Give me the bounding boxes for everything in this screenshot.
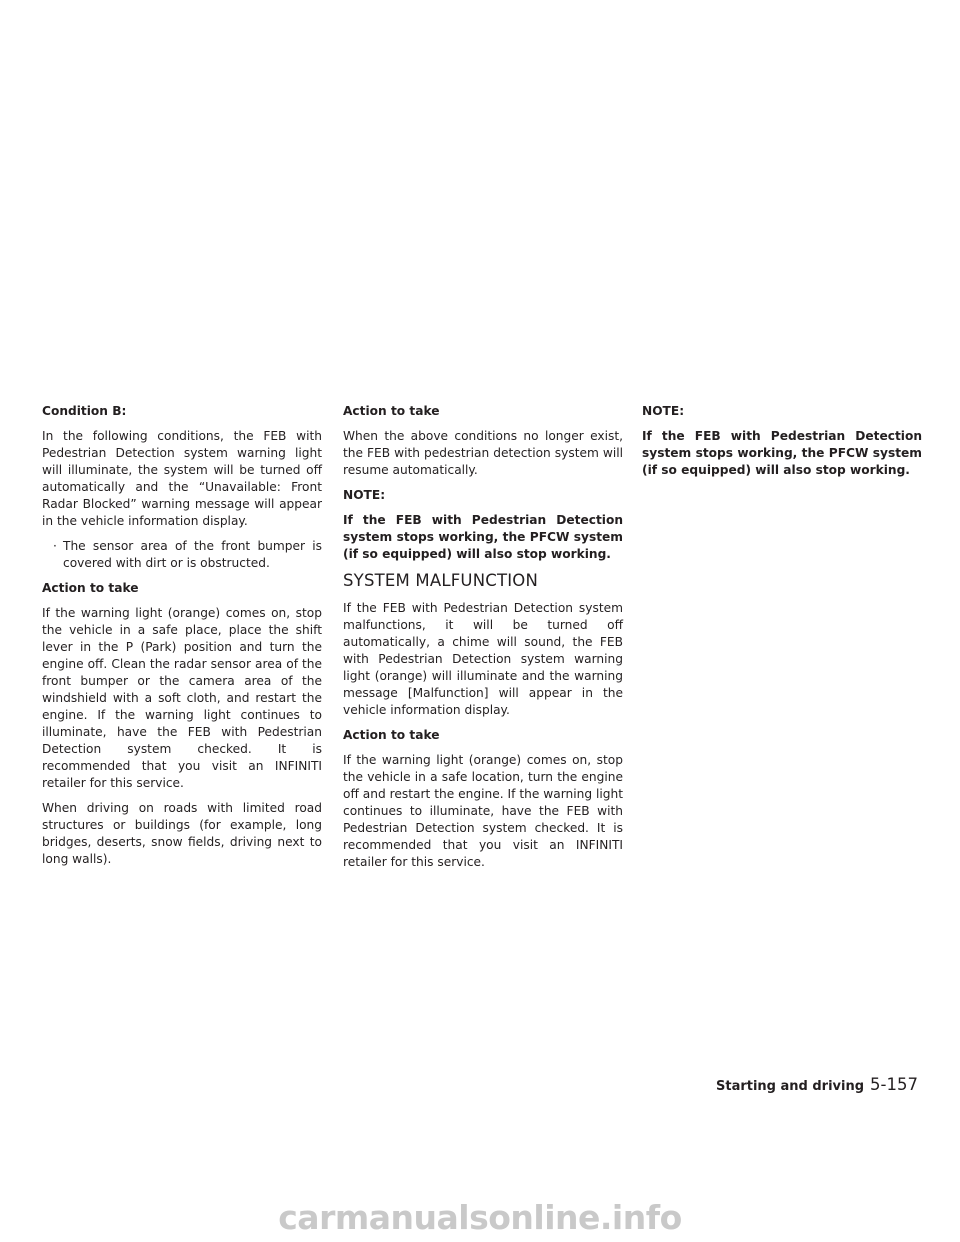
bullet-marker: · bbox=[53, 539, 57, 553]
note-heading: NOTE: bbox=[642, 404, 685, 418]
page-footer bbox=[716, 1075, 918, 1094]
footer-section-title: Starting and driving bbox=[716, 1079, 865, 1094]
column-left bbox=[42, 403, 322, 876]
condition-b-heading: Condition B: bbox=[42, 404, 127, 418]
action-to-take-paragraph: If the warning light (orange) comes on, stop the vehicle in a safe place, place the shift lever in the P (Park) position and turn the engine off. Clean the radar sensor area of the front bumper or the camera area of the windshield with a soft cloth, and restart the engine. If the warning light continues to illuminate, have the FEB with Pedestrian Detection system checked. It is recommended that you visit an INFINITI retailer for this service. bbox=[42, 606, 322, 790]
action-to-take-heading: Action to take bbox=[343, 404, 440, 418]
malfunction-paragraph: If the FEB with Pedestrian Detection system malfunctions, it will be turned off automatically, a chime will sound, the FEB with Pedestrian Detection system warning light (orange) will illuminate and the warning message [Malfunction] will appear in the vehicle information display. bbox=[343, 601, 623, 717]
bullet-text: The sensor area of the front bumper is covered with dirt or is obstructed. bbox=[63, 539, 322, 570]
note-body: If the FEB with Pedestrian Detection system stops working, the PFCW system (if so equipped) will also stop working. bbox=[343, 513, 623, 561]
bullet-item bbox=[42, 538, 322, 572]
column-middle bbox=[343, 403, 623, 879]
note-body: If the FEB with Pedestrian Detection system stops working, the PFCW system (if so equipped) will also stop working. bbox=[642, 429, 922, 477]
column-right bbox=[642, 403, 922, 487]
malfunction-action-paragraph: If the warning light (orange) comes on, stop the vehicle in a safe location, turn the engine off and restart the engine. If the warning light continues to illuminate, have the FEB with Pedestrian Detection system checked. It is recommended that you visit an INFINITI retailer for this service. bbox=[343, 753, 623, 869]
page-number: 5-157 bbox=[870, 1075, 918, 1094]
action-to-take-heading: Action to take bbox=[42, 581, 139, 595]
condition-b-paragraph: In the following conditions, the FEB with Pedestrian Detection system warning light will illuminate, the system will be turned off automatically and the “Unavailable: Front Radar Blocked” warning message will appear in the vehicle information display. bbox=[42, 429, 322, 528]
watermark: carmanualsonline.info bbox=[278, 1198, 682, 1237]
action-to-take-heading-2: Action to take bbox=[343, 728, 440, 742]
note-heading: NOTE: bbox=[343, 488, 386, 502]
resume-paragraph: When the above conditions no longer exist, the FEB with pedestrian detection system will resume automatically. bbox=[343, 429, 623, 477]
limited-roads-paragraph: When driving on roads with limited road structures or buildings (for example, long bridges, deserts, snow fields, driving next to long walls). bbox=[42, 801, 322, 866]
section-title: SYSTEM MALFUNCTION bbox=[343, 571, 539, 590]
